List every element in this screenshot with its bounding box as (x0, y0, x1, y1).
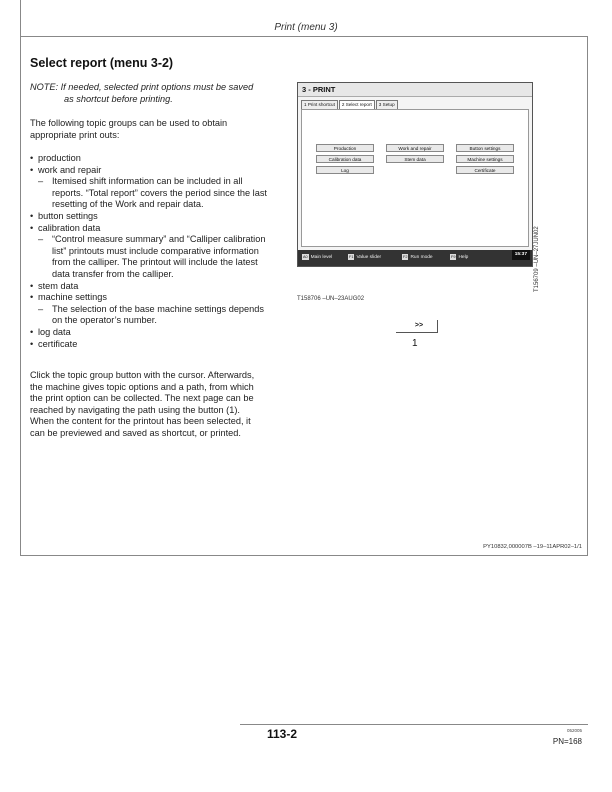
callout-number: 1 (412, 338, 418, 349)
running-header: Print (menu 3) (274, 22, 338, 33)
list-item: – Itemised shift information can be included in all (30, 176, 290, 188)
list-item: – “Control measure summary” and “Calliper calibration (30, 234, 290, 246)
intro-line-1: The following topic groups can be used to obtain (30, 118, 228, 128)
paragraph-line: the print option can be collected. The next page can be (30, 393, 254, 404)
paragraph-line: reached by navigating the path using the button (1). (30, 404, 240, 415)
status-run-mode[interactable] (402, 250, 433, 266)
header-divider (20, 0, 21, 36)
tab-bar (301, 100, 399, 109)
list-item: reports. “Total report” covers the period since the last (52, 187, 267, 198)
list-item: • work and repair (30, 165, 290, 177)
list-item: • log data (30, 327, 290, 339)
status-label: Value slider (356, 255, 382, 260)
image-side-code: T156709 –UN–27JUN02 (534, 226, 540, 292)
list-item: data transfer from the calliper. (52, 268, 174, 279)
button-settings-button[interactable]: Button settings (456, 144, 514, 152)
status-bar (298, 250, 532, 266)
key-label: F2 (403, 254, 408, 259)
intro (30, 118, 290, 141)
tab-setup[interactable]: 3 Setup (376, 100, 398, 109)
pn-code: PN=168 (552, 737, 582, 746)
print-menu-screenshot (297, 82, 533, 267)
status-label: Main level (310, 255, 333, 260)
status-label: Help (458, 255, 469, 260)
status-main-level[interactable] (302, 250, 332, 266)
instruction-paragraph (30, 370, 290, 440)
tab-print-shortcut[interactable]: 1 Print shortcut (301, 100, 338, 109)
list-item: • stem data (30, 281, 290, 293)
document-code: PY10832,000007B –19–11APR02–1/1 (483, 544, 582, 550)
image-caption-code: T158706 –UN–23AUG02 (297, 296, 365, 302)
page-number: 113-2 (267, 727, 298, 741)
calibration-data-button[interactable]: Calibration data (316, 155, 374, 163)
report-panel (301, 109, 529, 247)
note-line-1: NOTE: If needed, selected print options must be saved (30, 82, 254, 92)
list-item: • production (30, 153, 290, 165)
note (30, 82, 290, 105)
footer-small-code: 052005 (566, 728, 582, 733)
status-help[interactable] (450, 250, 468, 266)
list-item: • button settings (30, 211, 290, 223)
key-label: A0 (303, 254, 308, 259)
note-line-2: as shortcut before printing. (64, 93, 173, 104)
certificate-button[interactable]: Certificate (456, 166, 514, 174)
list-item: • certificate (30, 339, 290, 351)
button-underline (396, 332, 438, 333)
production-button[interactable]: Production (316, 144, 374, 152)
machine-settings-button[interactable]: Machine settings (456, 155, 514, 163)
key-label: F9 (451, 254, 456, 259)
list-item: list” printouts must include comparative information (52, 245, 259, 256)
list-item: from the calliper. The printout will include the latest (52, 257, 258, 268)
next-arrow-label: >> (414, 322, 424, 329)
list-item: • calibration data (30, 223, 290, 235)
tab-select-report[interactable]: 2 Select report (339, 100, 375, 109)
status-value-slider[interactable] (348, 250, 381, 266)
log-button[interactable]: Log (316, 166, 374, 174)
list-item: • machine settings (30, 292, 290, 304)
section-title: Select report (menu 3-2) (30, 56, 174, 70)
intro-line-2: appropriate print outs: (30, 129, 120, 140)
paragraph-line: When the content for the printout has been selected, it (30, 416, 251, 427)
screen-title: 3 - PRINT (298, 83, 532, 97)
key-label: F1 (349, 254, 354, 259)
button-edge (437, 320, 438, 333)
status-label: Run mode (410, 255, 433, 260)
paragraph-line: the machine gives topic options and a path, from which (30, 381, 254, 392)
clock: 15:37 (512, 250, 530, 260)
next-page-button (396, 320, 442, 333)
paragraph-line: can be previewed and saved as shortcut, or printed. (30, 427, 241, 438)
stem-data-button[interactable]: Stem data (386, 155, 444, 163)
list-item: – The selection of the base machine settings depends (30, 304, 290, 316)
work-and-repair-button[interactable]: Work and repair (386, 144, 444, 152)
list-item: resetting of the Work and repair data. (52, 199, 204, 210)
footer-divider (240, 724, 588, 725)
list-item: on the operator’s number. (52, 315, 157, 326)
topic-list (30, 153, 290, 350)
paragraph-line: Click the topic group button with the cursor. Afterwards, (30, 370, 255, 380)
